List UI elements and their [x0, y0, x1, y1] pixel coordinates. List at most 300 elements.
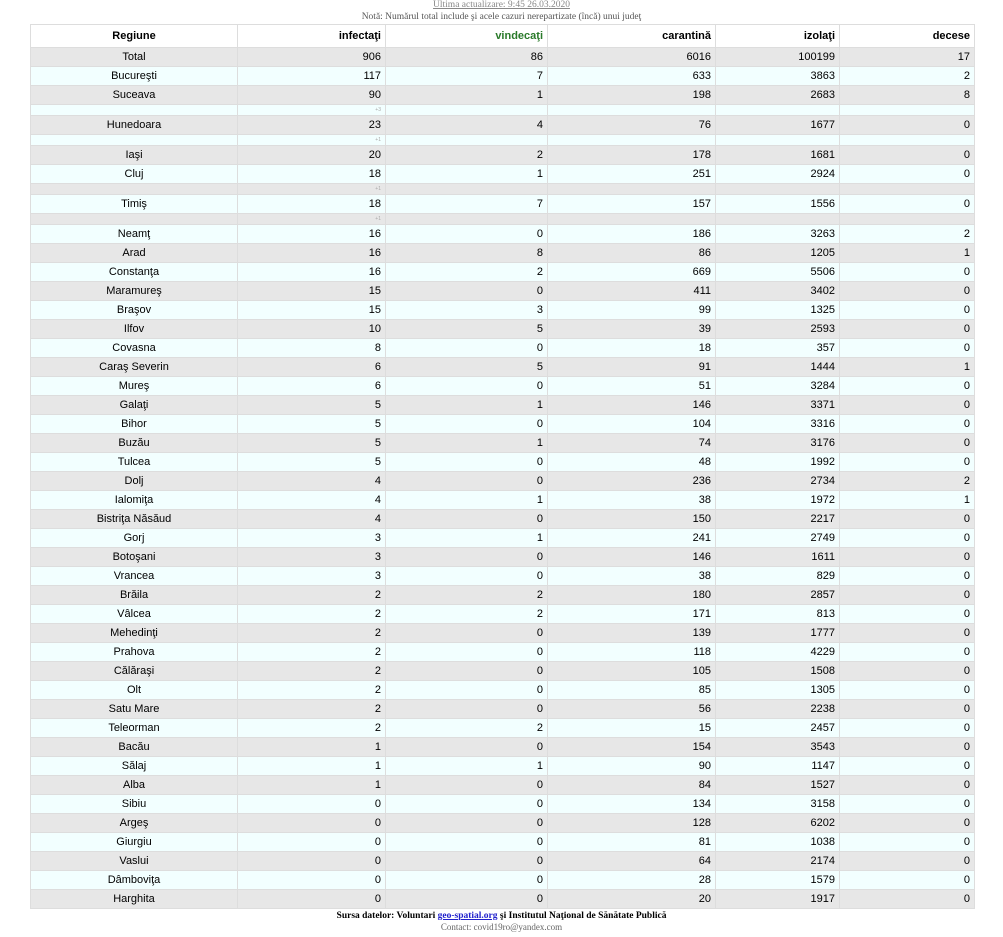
change-cell [840, 105, 975, 116]
table-row [31, 301, 975, 320]
cell-region: Botoşani [31, 548, 238, 567]
cell-quarantine: 198 [548, 86, 716, 105]
cell-region: Harghita [31, 890, 238, 909]
cell-quarantine: 134 [548, 795, 716, 814]
cell-deaths: 2 [840, 67, 975, 86]
cell-region: Satu Mare [31, 700, 238, 719]
cell-region: Galaţi [31, 396, 238, 415]
table-row [31, 643, 975, 662]
cell-region: Ilfov [31, 320, 238, 339]
cell-isolated: 2734 [716, 472, 840, 491]
cell-infected: 1 [238, 757, 386, 776]
cell-recovered: 0 [386, 890, 548, 909]
col-header-region: Regiune [31, 25, 238, 48]
cell-region: Sălaj [31, 757, 238, 776]
cell-isolated: 1917 [716, 890, 840, 909]
cell-recovered: 5 [386, 358, 548, 377]
cell-region: Vaslui [31, 852, 238, 871]
table-row [31, 48, 975, 67]
cell-infected: 16 [238, 225, 386, 244]
cell-infected: 2 [238, 624, 386, 643]
change-cell [716, 184, 840, 195]
cell-quarantine: 180 [548, 586, 716, 605]
cell-isolated: 2857 [716, 586, 840, 605]
col-header-infected: infectaţi [238, 25, 386, 48]
cell-infected: 4 [238, 491, 386, 510]
page-header [0, 0, 1003, 24]
table-row [31, 377, 975, 396]
cell-infected: 5 [238, 396, 386, 415]
cell-recovered: 2 [386, 263, 548, 282]
cell-region: Dâmboviţa [31, 871, 238, 890]
cell-quarantine: 139 [548, 624, 716, 643]
table-row [31, 662, 975, 681]
cell-recovered: 0 [386, 567, 548, 586]
cell-region: Giurgiu [31, 833, 238, 852]
cell-isolated: 1681 [716, 146, 840, 165]
table-row [31, 396, 975, 415]
cell-isolated: 3402 [716, 282, 840, 301]
change-cell [840, 184, 975, 195]
cell-infected: 16 [238, 263, 386, 282]
cell-infected: 117 [238, 67, 386, 86]
cell-infected: 18 [238, 165, 386, 184]
cell-recovered: 7 [386, 67, 548, 86]
change-badge: +3 [238, 105, 386, 116]
cell-isolated: 2457 [716, 719, 840, 738]
cell-region: Tulcea [31, 453, 238, 472]
source-line [0, 911, 1003, 922]
cell-region: Bacău [31, 738, 238, 757]
table-row [31, 244, 975, 263]
cell-recovered: 0 [386, 453, 548, 472]
cell-deaths: 0 [840, 852, 975, 871]
cell-recovered: 1 [386, 491, 548, 510]
table-row [31, 795, 975, 814]
change-cell [386, 105, 548, 116]
table-row [31, 890, 975, 909]
cell-recovered: 0 [386, 852, 548, 871]
cell-infected: 5 [238, 415, 386, 434]
table-row [31, 757, 975, 776]
footer [0, 911, 1003, 932]
cell-deaths: 0 [840, 339, 975, 358]
table-row [31, 681, 975, 700]
cell-region: Vrancea [31, 567, 238, 586]
cell-infected: 0 [238, 890, 386, 909]
cell-recovered: 1 [386, 434, 548, 453]
cell-region: Alba [31, 776, 238, 795]
cell-region: Buzău [31, 434, 238, 453]
cell-quarantine: 56 [548, 700, 716, 719]
cell-deaths: 0 [840, 195, 975, 214]
cell-isolated: 829 [716, 567, 840, 586]
cell-region: Gorj [31, 529, 238, 548]
change-row [31, 105, 975, 116]
cell-infected: 16 [238, 244, 386, 263]
cell-region: Iaşi [31, 146, 238, 165]
cell-recovered: 0 [386, 377, 548, 396]
cell-deaths: 0 [840, 282, 975, 301]
cell-isolated: 1777 [716, 624, 840, 643]
change-cell [716, 135, 840, 146]
cell-quarantine: 178 [548, 146, 716, 165]
cell-quarantine: 146 [548, 396, 716, 415]
cell-isolated: 3284 [716, 377, 840, 396]
cell-recovered: 0 [386, 681, 548, 700]
change-cell [31, 135, 238, 146]
cell-region: Mureş [31, 377, 238, 396]
cell-recovered: 1 [386, 396, 548, 415]
cell-quarantine: 6016 [548, 48, 716, 67]
cell-isolated: 1205 [716, 244, 840, 263]
cell-deaths: 0 [840, 738, 975, 757]
cell-quarantine: 104 [548, 415, 716, 434]
cell-infected: 0 [238, 795, 386, 814]
change-cell [840, 135, 975, 146]
cell-infected: 20 [238, 146, 386, 165]
cell-recovered: 86 [386, 48, 548, 67]
cell-region: Olt [31, 681, 238, 700]
table-row [31, 86, 975, 105]
change-cell [716, 105, 840, 116]
cell-quarantine: 38 [548, 491, 716, 510]
cell-quarantine: 81 [548, 833, 716, 852]
cell-infected: 15 [238, 301, 386, 320]
cell-quarantine: 18 [548, 339, 716, 358]
cell-region: Bistriţa Năsăud [31, 510, 238, 529]
cell-infected: 0 [238, 871, 386, 890]
contact-text: Contact: covid19ro@yandex.com [440, 922, 563, 932]
change-cell [31, 214, 238, 225]
cell-recovered: 1 [386, 165, 548, 184]
change-row [31, 184, 975, 195]
change-cell [548, 135, 716, 146]
cell-infected: 18 [238, 195, 386, 214]
table-row [31, 738, 975, 757]
cell-isolated: 1556 [716, 195, 840, 214]
cell-region: Sibiu [31, 795, 238, 814]
cell-isolated: 1305 [716, 681, 840, 700]
cell-deaths: 0 [840, 529, 975, 548]
table-row [31, 415, 975, 434]
cell-recovered: 1 [386, 529, 548, 548]
table-row [31, 434, 975, 453]
cell-deaths: 17 [840, 48, 975, 67]
cell-deaths: 0 [840, 814, 975, 833]
table-row [31, 282, 975, 301]
cell-recovered: 0 [386, 643, 548, 662]
table-row [31, 529, 975, 548]
cell-infected: 1 [238, 776, 386, 795]
cell-recovered: 0 [386, 738, 548, 757]
cell-deaths: 0 [840, 510, 975, 529]
cell-infected: 2 [238, 643, 386, 662]
table-row [31, 225, 975, 244]
cell-recovered: 3 [386, 301, 548, 320]
table-row [31, 548, 975, 567]
cell-infected: 4 [238, 472, 386, 491]
col-header-recovered: vindecaţi [386, 25, 548, 48]
last-update-link[interactable]: Ultima actualizare: 9:45 26.03.2020 [433, 0, 570, 10]
cell-isolated: 5506 [716, 263, 840, 282]
cell-recovered: 0 [386, 814, 548, 833]
table-row [31, 700, 975, 719]
change-cell [386, 135, 548, 146]
table-row [31, 320, 975, 339]
cell-infected: 6 [238, 358, 386, 377]
cell-deaths: 2 [840, 472, 975, 491]
cell-quarantine: 669 [548, 263, 716, 282]
table-row [31, 833, 975, 852]
cell-quarantine: 38 [548, 567, 716, 586]
cell-deaths: 0 [840, 434, 975, 453]
cell-infected: 3 [238, 548, 386, 567]
cell-isolated: 2593 [716, 320, 840, 339]
table-row [31, 453, 975, 472]
cell-isolated: 100199 [716, 48, 840, 67]
cell-deaths: 0 [840, 719, 975, 738]
cell-deaths: 8 [840, 86, 975, 105]
cell-quarantine: 15 [548, 719, 716, 738]
cell-deaths: 1 [840, 491, 975, 510]
change-badge: +1 [238, 135, 386, 146]
cell-infected: 4 [238, 510, 386, 529]
change-badge: +1 [238, 184, 386, 195]
cell-deaths: 0 [840, 700, 975, 719]
cell-quarantine: 171 [548, 605, 716, 624]
cell-isolated: 2924 [716, 165, 840, 184]
cell-recovered: 0 [386, 700, 548, 719]
table-header-row [31, 25, 975, 48]
cell-isolated: 1992 [716, 453, 840, 472]
cell-infected: 5 [238, 434, 386, 453]
table-row [31, 814, 975, 833]
cell-quarantine: 91 [548, 358, 716, 377]
cell-recovered: 2 [386, 719, 548, 738]
cell-deaths: 0 [840, 548, 975, 567]
cell-recovered: 0 [386, 795, 548, 814]
cell-infected: 0 [238, 833, 386, 852]
cell-quarantine: 411 [548, 282, 716, 301]
cell-region: Constanţa [31, 263, 238, 282]
cell-infected: 3 [238, 529, 386, 548]
cell-quarantine: 99 [548, 301, 716, 320]
cell-region: Teleorman [31, 719, 238, 738]
cell-recovered: 0 [386, 225, 548, 244]
cell-region: Argeş [31, 814, 238, 833]
cell-quarantine: 128 [548, 814, 716, 833]
cell-infected: 23 [238, 116, 386, 135]
cell-deaths: 1 [840, 358, 975, 377]
cell-isolated: 1325 [716, 301, 840, 320]
table-row [31, 146, 975, 165]
change-cell [31, 105, 238, 116]
cell-recovered: 0 [386, 871, 548, 890]
cell-deaths: 0 [840, 165, 975, 184]
cell-isolated: 1527 [716, 776, 840, 795]
cell-region: Maramureş [31, 282, 238, 301]
cell-isolated: 3263 [716, 225, 840, 244]
cell-recovered: 0 [386, 282, 548, 301]
change-cell [31, 184, 238, 195]
change-cell [840, 214, 975, 225]
cell-isolated: 6202 [716, 814, 840, 833]
cell-region: Brăila [31, 586, 238, 605]
cell-deaths: 1 [840, 244, 975, 263]
cell-recovered: 0 [386, 415, 548, 434]
cell-isolated: 2174 [716, 852, 840, 871]
cell-deaths: 0 [840, 757, 975, 776]
cell-infected: 90 [238, 86, 386, 105]
table-row [31, 567, 975, 586]
cell-quarantine: 48 [548, 453, 716, 472]
change-cell [548, 105, 716, 116]
cell-infected: 2 [238, 662, 386, 681]
cell-recovered: 0 [386, 339, 548, 358]
cell-region: Timiş [31, 195, 238, 214]
cell-recovered: 2 [386, 146, 548, 165]
cell-deaths: 0 [840, 833, 975, 852]
table-row [31, 116, 975, 135]
cell-region: Dolj [31, 472, 238, 491]
cell-isolated: 1677 [716, 116, 840, 135]
cell-infected: 0 [238, 814, 386, 833]
cell-deaths: 0 [840, 662, 975, 681]
cell-deaths: 0 [840, 890, 975, 909]
cell-quarantine: 154 [548, 738, 716, 757]
cell-quarantine: 633 [548, 67, 716, 86]
cell-deaths: 0 [840, 643, 975, 662]
change-cell [716, 214, 840, 225]
cell-infected: 2 [238, 700, 386, 719]
table-row [31, 871, 975, 890]
cell-quarantine: 150 [548, 510, 716, 529]
cell-recovered: 4 [386, 116, 548, 135]
cell-deaths: 0 [840, 116, 975, 135]
cell-infected: 8 [238, 339, 386, 358]
cell-deaths: 0 [840, 871, 975, 890]
cell-quarantine: 84 [548, 776, 716, 795]
note-text: Notă: Numărul total include şi acele cazuri nerepartizate (încă) unui judeţ [361, 12, 642, 22]
cell-region: Bihor [31, 415, 238, 434]
cell-quarantine: 64 [548, 852, 716, 871]
cell-quarantine: 118 [548, 643, 716, 662]
cell-deaths: 0 [840, 301, 975, 320]
table-row [31, 719, 975, 738]
cell-isolated: 813 [716, 605, 840, 624]
cell-recovered: 0 [386, 624, 548, 643]
cell-deaths: 0 [840, 776, 975, 795]
cell-isolated: 2238 [716, 700, 840, 719]
cell-isolated: 3158 [716, 795, 840, 814]
cell-region: Prahova [31, 643, 238, 662]
cell-isolated: 3371 [716, 396, 840, 415]
cell-region: Neamţ [31, 225, 238, 244]
cell-region: Caraş Severin [31, 358, 238, 377]
cell-recovered: 2 [386, 605, 548, 624]
cell-isolated: 1579 [716, 871, 840, 890]
cell-isolated: 3316 [716, 415, 840, 434]
source-link[interactable]: geo-spatial.org [437, 911, 498, 921]
table-row [31, 165, 975, 184]
cell-recovered: 0 [386, 833, 548, 852]
cell-region: Hunedoara [31, 116, 238, 135]
cell-recovered: 5 [386, 320, 548, 339]
cell-region: Mehedinţi [31, 624, 238, 643]
change-cell [548, 184, 716, 195]
cell-recovered: 1 [386, 757, 548, 776]
table-row [31, 624, 975, 643]
cell-isolated: 1611 [716, 548, 840, 567]
cell-deaths: 0 [840, 377, 975, 396]
change-cell [548, 214, 716, 225]
table-row [31, 510, 975, 529]
cell-quarantine: 241 [548, 529, 716, 548]
cell-quarantine: 20 [548, 890, 716, 909]
cell-infected: 10 [238, 320, 386, 339]
col-header-quarantine: carantină [548, 25, 716, 48]
cell-deaths: 0 [840, 586, 975, 605]
cell-infected: 2 [238, 719, 386, 738]
cell-region: Cluj [31, 165, 238, 184]
change-cell [386, 184, 548, 195]
cell-deaths: 0 [840, 605, 975, 624]
cell-quarantine: 86 [548, 244, 716, 263]
cell-region: Total [31, 48, 238, 67]
cell-infected: 2 [238, 681, 386, 700]
table-row [31, 491, 975, 510]
cell-quarantine: 157 [548, 195, 716, 214]
cell-recovered: 7 [386, 195, 548, 214]
cell-infected: 5 [238, 453, 386, 472]
cell-quarantine: 90 [548, 757, 716, 776]
cell-region: Suceava [31, 86, 238, 105]
table-row [31, 776, 975, 795]
cell-isolated: 1038 [716, 833, 840, 852]
cell-region: Vâlcea [31, 605, 238, 624]
cell-deaths: 0 [840, 396, 975, 415]
cell-isolated: 2749 [716, 529, 840, 548]
cell-recovered: 1 [386, 86, 548, 105]
table-row [31, 586, 975, 605]
cell-deaths: 2 [840, 225, 975, 244]
table-row [31, 472, 975, 491]
source-prefix: Sursa datelor: Voluntari [336, 911, 438, 921]
table-row [31, 339, 975, 358]
cell-deaths: 0 [840, 795, 975, 814]
cell-infected: 2 [238, 586, 386, 605]
cell-quarantine: 146 [548, 548, 716, 567]
cell-recovered: 0 [386, 776, 548, 795]
cell-recovered: 0 [386, 548, 548, 567]
change-cell [386, 214, 548, 225]
cell-isolated: 357 [716, 339, 840, 358]
change-row [31, 135, 975, 146]
table-row [31, 195, 975, 214]
cell-quarantine: 105 [548, 662, 716, 681]
cell-isolated: 1972 [716, 491, 840, 510]
cell-quarantine: 236 [548, 472, 716, 491]
cell-isolated: 1147 [716, 757, 840, 776]
cell-infected: 1 [238, 738, 386, 757]
cell-infected: 0 [238, 852, 386, 871]
cell-isolated: 2217 [716, 510, 840, 529]
cell-region: Covasna [31, 339, 238, 358]
cell-deaths: 0 [840, 624, 975, 643]
cell-quarantine: 39 [548, 320, 716, 339]
source-suffix: şi Institutul Naţional de Sănătate Publică [497, 911, 667, 921]
